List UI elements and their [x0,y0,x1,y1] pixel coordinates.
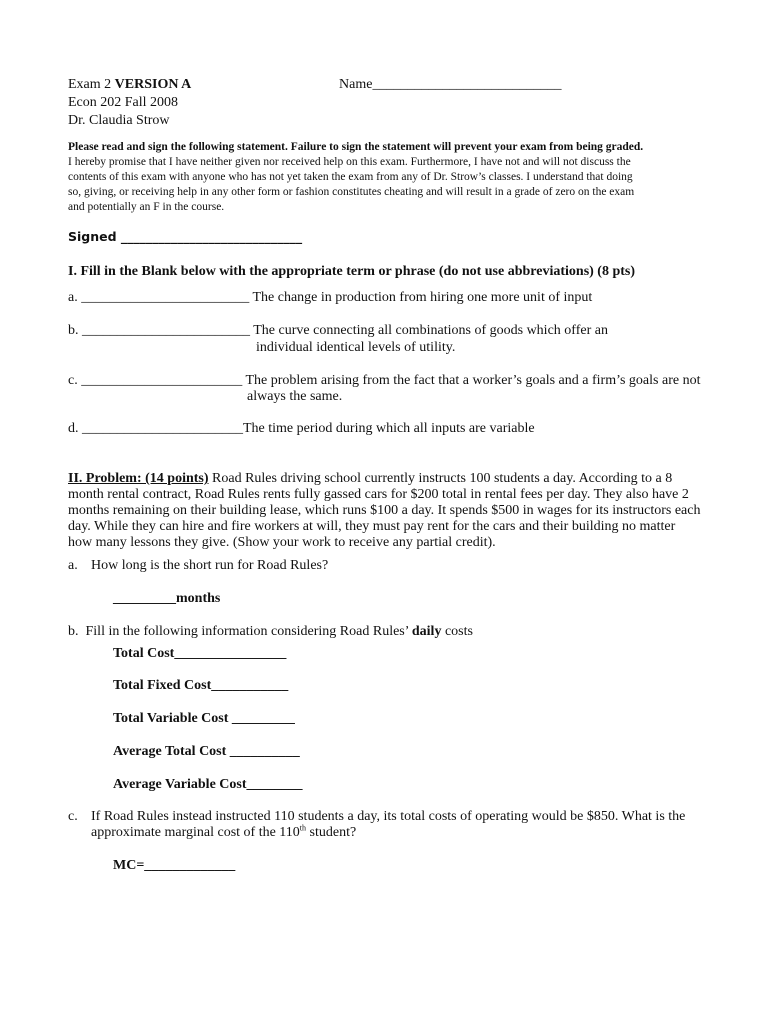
question-a-letter: a. [68,558,78,573]
problem-text-line: month rental contract, Road Rules rents fully gassed cars for $200 total in rental fees per day. They also have 2 [68,487,689,502]
item-letter: d. [68,421,79,436]
total-fixed-cost-field[interactable]: Total Fixed Cost___________ [113,678,289,693]
statement-line: I hereby promise that I have neither given nor received help on this exam. Furthermore, I have not and will not discuss the [68,156,631,168]
name-field[interactable] [339,76,561,93]
sign-instruction: Please read and sign the following statement. Failure to sign the statement will prevent your exam from being graded. [68,141,644,153]
question-c-letter: c. [68,809,78,824]
question-a-text: How long is the short run for Road Rules? [91,558,329,573]
total-variable-cost-field[interactable]: Total Variable Cost _________ [113,711,295,726]
question-b-letter: b. [68,624,79,639]
item-definition-continued: individual identical levels of utility. [256,340,456,355]
problem-text-line: months remaining on their building lease, which runs $100 a day. It spends $500 in wages for its instructors each [68,503,701,518]
answer-blank[interactable]: _______________________ [81,373,243,388]
exam-title: Exam 2 VERSION A [68,77,192,92]
item-letter: c. [68,373,78,388]
item-definition: The problem arising from the fact that a worker’s goals and a firm’s goals are not [245,373,701,388]
question-c-text-line2: approximate marginal cost of the 110th student? [91,823,357,840]
item-definition-continued: always the same. [247,389,343,404]
problem-text-line: how many lessons they give. (Show your work to receive any partial credit). [68,535,496,550]
item-letter: a. [68,290,78,305]
question-a-answer[interactable]: _________months [113,591,221,606]
statement-line: and potentially an F in the course. [68,201,225,213]
fill-blank-item [68,372,700,389]
average-total-cost-field[interactable]: Average Total Cost __________ [113,744,300,759]
signed-label: Signed [68,229,117,244]
total-cost-field[interactable]: Total Cost________________ [113,646,287,661]
name-blank[interactable]: ___________________________ [372,77,562,92]
item-definition: The change in production from hiring one more unit of input [252,290,593,305]
item-definition: The curve connecting all combinations of goods which offer an [253,323,608,338]
average-variable-cost-field[interactable]: Average Variable Cost________ [113,777,303,792]
answer-blank[interactable]: _______________________ [82,421,243,436]
answer-blank[interactable]: ________________________ [82,323,250,338]
item-definition: The time period during which all inputs are variable [243,421,535,436]
statement-line: contents of this exam with anyone who has not yet taken the exam from any of Dr. Strow’s classes. I understand that doing [68,171,633,183]
section-2-heading: II. Problem: (14 points) [68,471,209,486]
fill-blank-item [68,289,592,306]
section-1-heading: I. Fill in the Blank below with the appropriate term or phrase (do not use abbreviations) (8 pts) [68,264,636,279]
signed-field[interactable] [68,229,302,245]
answer-blank[interactable]: ________________________ [81,290,250,305]
question-c-text: If Road Rules instead instructed 110 students a day, its total costs of operating would be $850. What is the [91,809,686,824]
fill-blank-item [68,420,535,437]
fill-blank-item [68,322,608,339]
name-label: Name [339,77,373,92]
section-2-intro: II. Problem: (14 points) Road Rules driving school currently instructs 100 students a day. According to a 8 [68,471,673,486]
problem-text-line: day. While they can hire and fire workers at will, they must pay rent for the cars and their building no matter [68,519,676,534]
marginal-cost-answer[interactable]: MC=_____________ [113,858,236,873]
question-b: b. Fill in the following information considering Road Rules’ daily costs [68,624,473,639]
course-line: Econ 202 Fall 2008 [68,95,179,110]
exam-version: VERSION A [114,77,192,92]
statement-line: so, giving, or receiving help in any other form or fashion constitutes cheating and will result in a grade of zero on the exam [68,186,635,198]
signed-blank[interactable]: _____________________________ [120,229,303,244]
instructor-line: Dr. Claudia Strow [68,113,170,128]
item-letter: b. [68,323,79,338]
